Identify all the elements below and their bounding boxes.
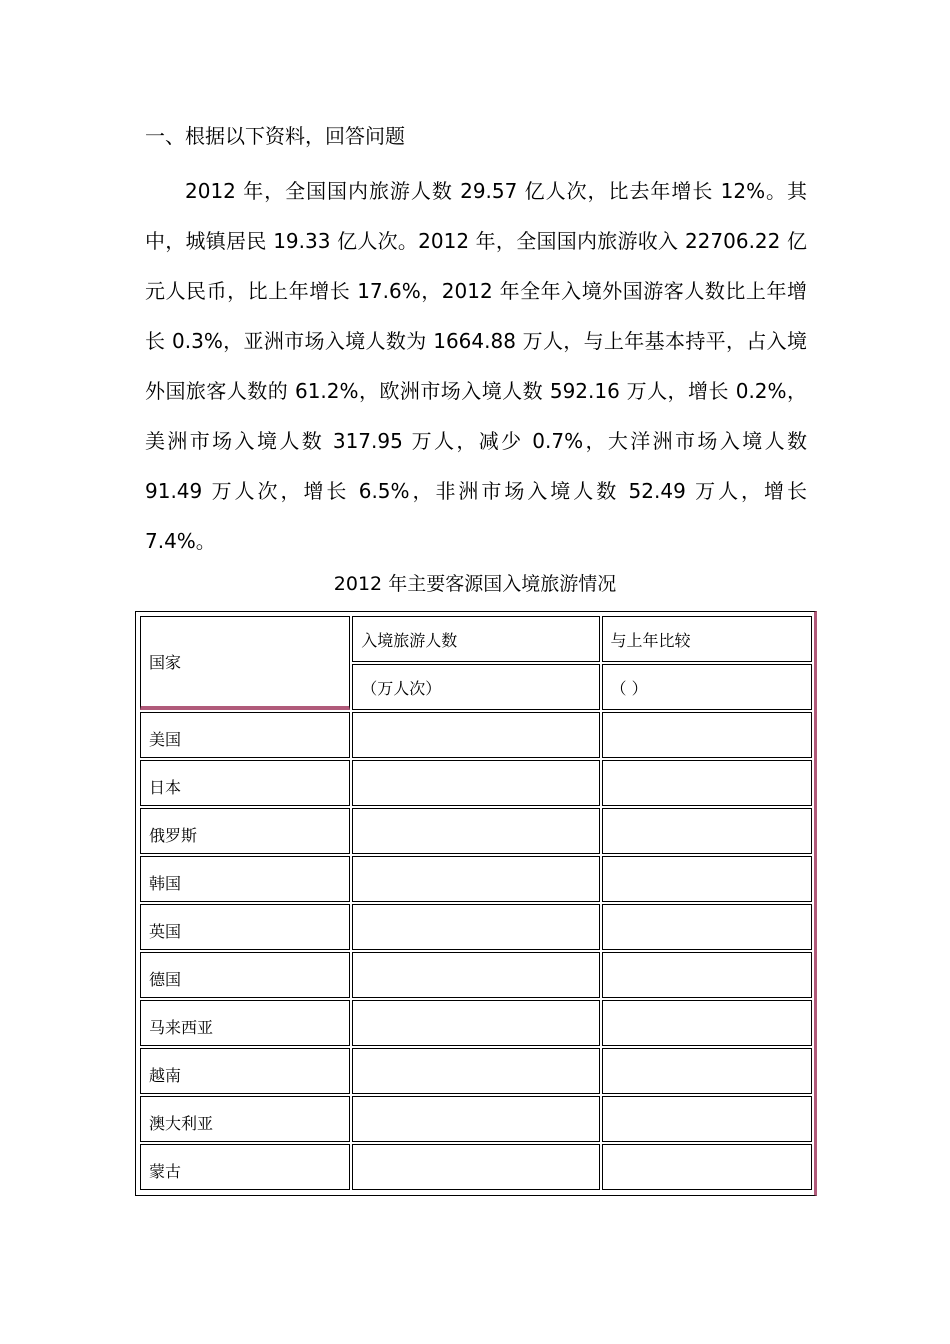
header-compare: 与上年比较 [602, 616, 813, 662]
table-title: 2012 年主要客源国入境旅游情况 [333, 573, 617, 595]
visitors-cell [352, 1000, 599, 1046]
visitors-cell [352, 1048, 599, 1094]
compare-cell [602, 952, 813, 998]
compare-cell [602, 856, 813, 902]
table-row [140, 1000, 812, 1046]
table-body [140, 616, 812, 1190]
country-cell: 蒙古 [140, 1144, 350, 1190]
visitors-cell [352, 856, 599, 902]
table-row [140, 712, 812, 758]
country-cell: 英国 [140, 904, 350, 950]
visitors-cell [352, 904, 599, 950]
country-cell: 美国 [140, 712, 350, 758]
table-row [140, 1048, 812, 1094]
country-cell: 澳大利亚 [140, 1096, 350, 1142]
table-row [140, 808, 812, 854]
table-row [140, 1144, 812, 1190]
country-cell: 马来西亚 [140, 1000, 350, 1046]
header-country: 国家 [140, 616, 350, 710]
visitors-cell [352, 712, 599, 758]
tourism-table-frame [135, 611, 817, 1196]
compare-cell [602, 760, 813, 806]
visitors-cell [352, 760, 599, 806]
compare-cell [602, 1000, 813, 1046]
table-row [140, 904, 812, 950]
visitors-cell [352, 808, 599, 854]
question-paragraph: 2012 年，全国国内旅游人数 29.57 亿人次，比去年增长 12%。其中，城镇居民 19.33 亿人次。2012 年，全国国内旅游收入 22706.22 亿元人民币，比上年增长 17.6%，2012 年全年入境外国游客人数比上年增长 0.3%，亚洲市场入境人数为 1664.88 万人，与上年基本持平，占入境外国旅客人数的 61.2%，欧洲市场入境人数 592.16 万人，增长 0.2%，美洲市场入境人数 317.95 万人，减少 0.7%，大洋洲市场入境人数 91.49 万人次，增长 6.5%，非洲市场入境人数 52.49 万人，增长 7.4%。 [145, 179, 807, 553]
tourism-table [138, 614, 814, 1192]
country-cell: 俄罗斯 [140, 808, 350, 854]
table-row [140, 760, 812, 806]
compare-cell [602, 1144, 813, 1190]
visitors-cell [352, 952, 599, 998]
question-heading: 一、根据以下资料，回答问题 [145, 124, 405, 148]
visitors-cell [352, 1096, 599, 1142]
compare-cell [602, 1096, 813, 1142]
compare-cell [602, 904, 813, 950]
table-row [140, 856, 812, 902]
country-cell: 越南 [140, 1048, 350, 1094]
header-visitors-unit: （万人次） [352, 664, 599, 710]
compare-cell [602, 1048, 813, 1094]
table-row [140, 1096, 812, 1142]
country-cell: 日本 [140, 760, 350, 806]
country-cell: 韩国 [140, 856, 350, 902]
header-compare-unit: （ ） [602, 664, 813, 710]
table-header-row [140, 616, 812, 662]
table-row [140, 952, 812, 998]
compare-cell [602, 808, 813, 854]
country-cell: 德国 [140, 952, 350, 998]
compare-cell [602, 712, 813, 758]
visitors-cell [352, 1144, 599, 1190]
header-visitors: 入境旅游人数 [352, 616, 599, 662]
